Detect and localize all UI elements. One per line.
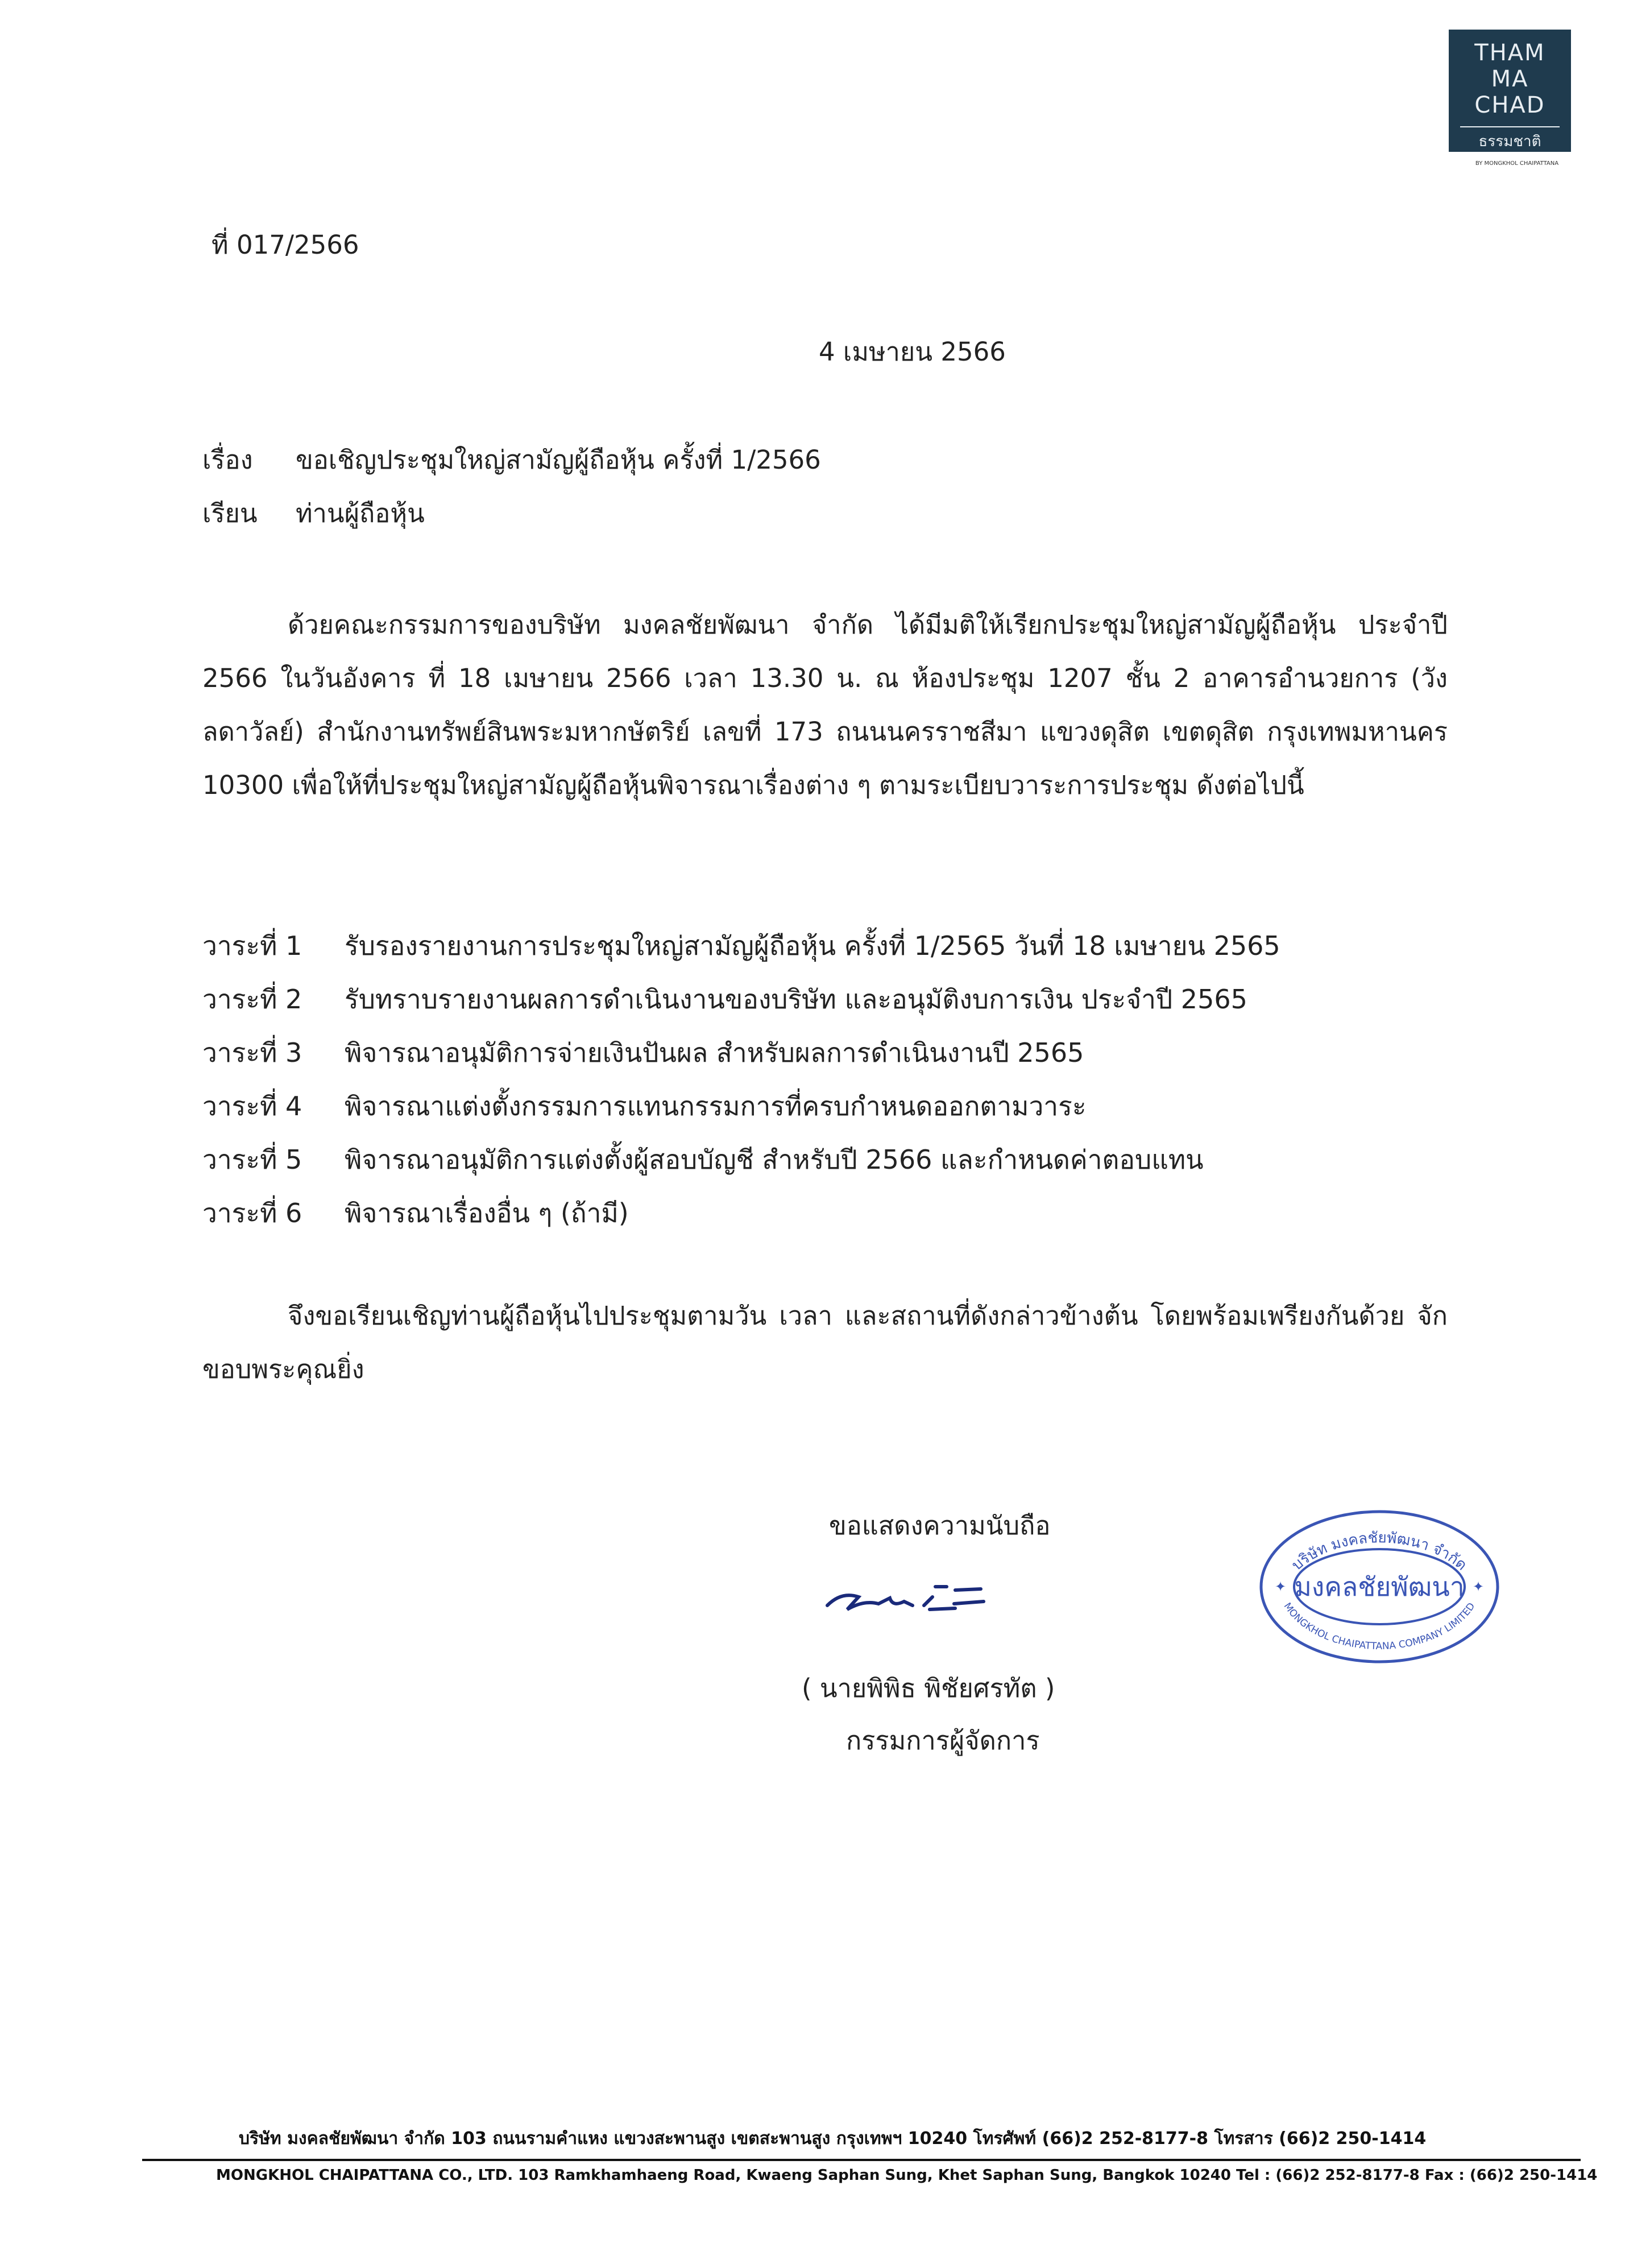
stamp-bottom-text: MONGKHOL CHAIPATTANA COMPANY LIMITED	[1281, 1600, 1478, 1653]
agenda-item	[202, 1086, 1087, 1127]
agenda-text: พิจารณาอนุมัติการจ่ายเงินปันผล สำหรับผลการดำเนินงานปี 2565	[345, 1037, 1084, 1068]
letter-date: 4 เมษายน 2566	[819, 337, 1006, 367]
agenda-label: วาระที่ 5	[202, 1144, 302, 1175]
footer-thai: บริษัท มงคลชัยพัฒนา จำกัด 103 ถนนรามคำแหง แขวงสะพานสูง เขตสะพานสูง กรุงเทพฯ 10240 โทรศัพท์ (66)2 252-8177-8 โทรสาร (66)2 250-1414	[239, 2129, 1427, 2149]
signatory-name: ( นายพิพิธ พิชัยศรทัต )	[802, 1673, 1055, 1703]
to-label: เรียน	[202, 498, 258, 528]
logo-line-3: CHAD	[1474, 92, 1545, 118]
agenda-label: วาระที่ 4	[202, 1091, 302, 1121]
agenda-text: พิจารณาอนุมัติการแต่งตั้งผู้สอบบัญชี สำหรับปี 2566 และกำหนดค่าตอบแทน	[345, 1144, 1204, 1175]
logo-line-1: THAM	[1474, 40, 1545, 66]
stamp-top-text: บริษัท มงคลชัยพัฒนา จำกัด	[1288, 1529, 1470, 1574]
logo-caption: BY MONGKHOL CHAIPATTANA	[1475, 160, 1559, 167]
stamp-star-left-icon: ✦	[1274, 1579, 1287, 1595]
agenda-item	[202, 979, 1247, 1020]
company-stamp	[1254, 1507, 1504, 1666]
agenda-label: วาระที่ 1	[202, 930, 302, 961]
intro-paragraph: ด้วยคณะกรรมการของบริษัท มงคลชัยพัฒนา จำกัด ได้มีมติให้เรียกประชุมใหญ่สามัญผู้ถือหุ้น ประจำปี 2566 ในวันอังคาร ที่ 18 เมษายน 2566 เวลา 13.30 น. ณ ห้องประชุม 1207 ชั้น 2 อาคารอำนวยการ (วังลดาวัลย์) สำนักงานทรัพย์สินพระมหากษัตริย์ เลขที่ 173 ถนนนครราชสีมา แขวงดุสิต เขตดุสิต กรุงเทพมหานคร 10300 เพื่อให้ที่ประชุมใหญ่สามัญผู้ถือหุ้นพิจารณาเรื่องต่าง ๆ ตามระเบียบวาระการประชุม ดังต่อไปนี้	[202, 610, 1448, 800]
signature-mark	[824, 1574, 995, 1625]
agenda-item	[202, 925, 1280, 967]
reference-number: ที่ 017/2566	[212, 230, 359, 260]
agenda-item	[202, 1139, 1204, 1181]
subject-label: เรื่อง	[202, 445, 253, 475]
agenda-label: วาระที่ 6	[202, 1198, 302, 1228]
agenda-label: วาระที่ 3	[202, 1037, 302, 1068]
signatory-title: กรรมการผู้จัดการ	[846, 1725, 1040, 1756]
agenda-item	[202, 1032, 1084, 1074]
closing-paragraph: จึงขอเรียนเชิญท่านผู้ถือหุ้นไปประชุมตามวัน เวลา และสถานที่ดังกล่าวข้างต้น โดยพร้อมเพรียงกันด้วย จักขอบพระคุณยิ่ง	[202, 1301, 1448, 1384]
sign-off: ขอแสดงความนับถือ	[829, 1510, 1051, 1541]
agenda-text: พิจารณาเรื่องอื่น ๆ (ถ้ามี)	[345, 1198, 629, 1228]
agenda-text: รับรองรายงานการประชุมใหญ่สามัญผู้ถือหุ้น ครั้งที่ 1/2565 วันที่ 18 เมษายน 2565	[345, 930, 1280, 961]
subject-text: ขอเชิญประชุมใหญ่สามัญผู้ถือหุ้น ครั้งที่ 1/2566	[296, 445, 821, 475]
agenda-item	[202, 1193, 629, 1234]
agenda-label: วาระที่ 2	[202, 984, 302, 1015]
footer-english: MONGKHOL CHAIPATTANA CO., LTD. 103 Ramkhamhaeng Road, Kwaeng Saphan Sung, Khet Saphan Sung, Bangkok 10240 Tel : (66)2 252-8177-8 Fax : (66)2 250-1414	[216, 2167, 1598, 2184]
company-logo	[1449, 30, 1571, 152]
agenda-text: รับทราบรายงานผลการดำเนินงานของบริษัท และอนุมัติงบการเงิน ประจำปี 2565	[345, 984, 1247, 1015]
stamp-center-text: มงคลชัยพัฒนา	[1294, 1571, 1465, 1602]
logo-thai: ธรรมชาติ	[1460, 126, 1560, 153]
logo-line-2: MA	[1491, 66, 1529, 92]
footer-divider	[142, 2159, 1581, 2161]
agenda-text: พิจารณาแต่งตั้งกรรมการแทนกรรมการที่ครบกำหนดออกตามวาระ	[345, 1091, 1087, 1121]
to-text: ท่านผู้ถือหุ้น	[296, 498, 425, 528]
stamp-star-right-icon: ✦	[1472, 1579, 1485, 1595]
